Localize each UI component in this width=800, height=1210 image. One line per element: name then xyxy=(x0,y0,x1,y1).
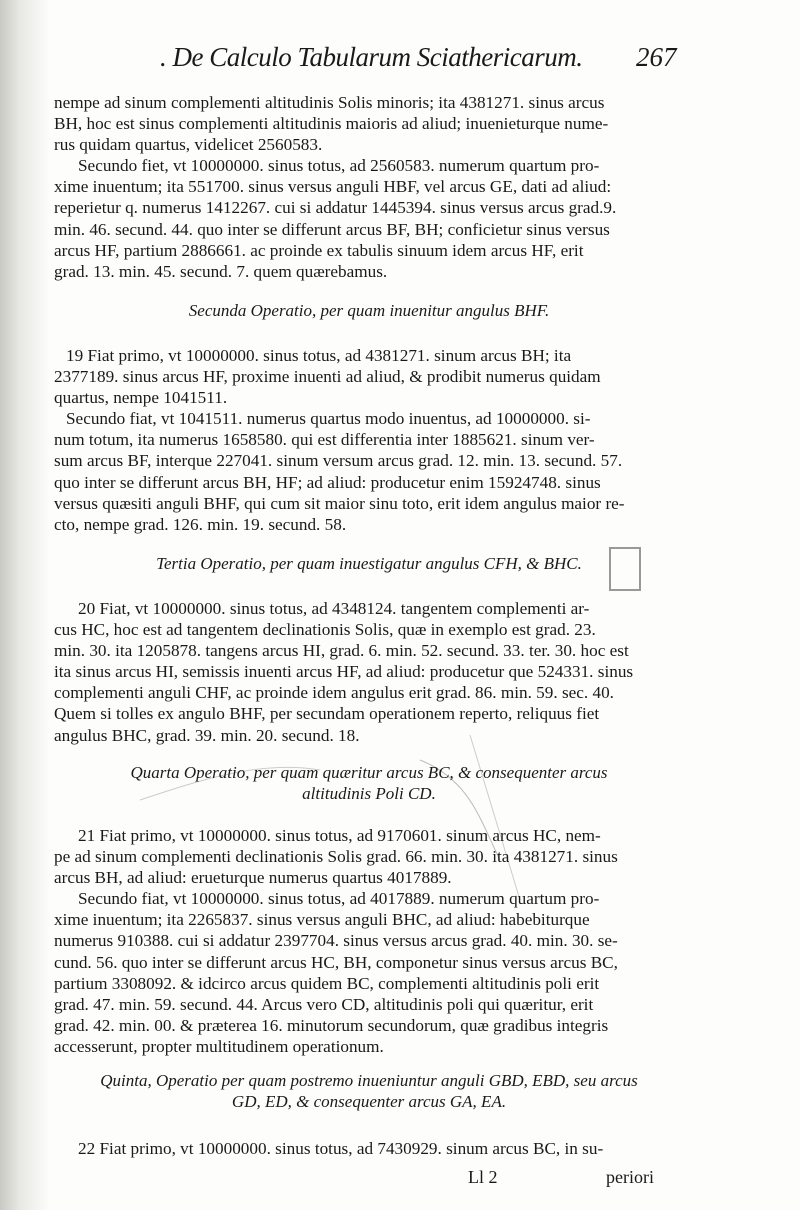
heading-line: altitudinis Poli CD. xyxy=(302,784,436,803)
text-line: angulus BHC, grad. 39. min. 20. secund. 18. xyxy=(54,725,360,745)
text-line: versus quæsiti anguli BHF, qui cum sit maior sinu toto, erit idem angulus maior re- xyxy=(54,493,625,513)
paragraph-20 xyxy=(54,598,684,746)
text-line: sum arcus BF, interque 227041. sinum versum arcus grad. 12. min. 13. secund. 57. xyxy=(54,451,623,471)
text-line: num totum, ita numerus 1658580. qui est differentia inter 1885621. sinum ver- xyxy=(54,430,595,450)
text-line: rus quidam quartus, videlicet 2560583. xyxy=(54,135,323,155)
text-line: xime inuentum; ita 2265837. sinus versus anguli BHC, ad aliud: habebiturque xyxy=(54,910,590,930)
text-line: Secundo fiat, vt 1041511. numerus quartus modo inuentus, ad 10000000. si- xyxy=(66,409,591,429)
paragraph-21 xyxy=(54,825,684,1057)
signature-mark: Ll 2 xyxy=(468,1167,498,1187)
text-line: grad. 42. min. 00. & præterea 16. minutorum secundorum, quæ gradibus integris xyxy=(54,1015,609,1035)
paragraph-22 xyxy=(54,1138,684,1159)
text-line: min. 46. secund. 44. quo inter se differunt arcus BF, BH; conficietur sinus versus xyxy=(54,219,610,239)
text-line: cto, nempe grad. 126. min. 19. secund. 58. xyxy=(54,514,347,534)
text-line: quo inter se differunt arcus BH, HF; ad aliud: producetur enim 15924748. sinus xyxy=(54,472,601,492)
text-line: 2377189. sinus arcus HF, proxime inuenti ad aliud, & prodibit numerus quidam xyxy=(54,367,601,387)
heading-line: Quarta Operatio, per quam quæritur arcus BC, & consequenter arcus xyxy=(130,763,608,782)
text-line: Secundo fiat, vt 10000000. sinus totus, ad 4017889. numerum quartum pro- xyxy=(78,889,600,909)
text-line: reperietur q. numerus 1412267. cui si addatur 1445394. sinus versus arcus grad.9. xyxy=(54,198,617,218)
text-line: 19 Fiat primo, vt 10000000. sinus totus, ad 4381271. sinum arcus BH; ita xyxy=(66,346,572,365)
text-line: arcus BH, ad aliud: erueturque numerus quartus 4017889. xyxy=(54,868,452,888)
text-line: Secundo fiet, vt 10000000. sinus totus, ad 2560583. numerum quartum pro- xyxy=(78,156,600,176)
text-line: pe ad sinum complementi declinationis Solis grad. 66. min. 30. ita 4381271. sinus xyxy=(54,847,618,867)
text-line: 22 Fiat primo, vt 10000000. sinus totus, ad 7430929. sinum arcus BC, in su- xyxy=(78,1139,604,1158)
heading-line: Secunda Operatio, per quam inuenitur angulus BHF. xyxy=(188,301,550,320)
text-line: nempe ad sinum complementi altitudinis Solis minoris; ita 4381271. sinus arcus xyxy=(54,93,605,112)
text-line: quartus, nempe 1041511. xyxy=(54,388,228,408)
text-line: arcus HF, partium 2886661. ac proinde ex tabulis sinuum idem arcus HF, erit xyxy=(54,240,584,260)
text-line: BH, hoc est sinus complementi altitudinis maioris ad aliud; inuenieturque nume- xyxy=(54,114,609,134)
text-line: numerus 910388. cui si addatur 2397704. sinus versus arcus grad. 40. min. 30. se- xyxy=(54,931,618,951)
section-heading-secunda xyxy=(54,300,684,321)
heading-line: GD, ED, & consequenter arcus GA, EA. xyxy=(231,1092,507,1111)
paragraph-1 xyxy=(54,92,684,282)
heading-line: Tertia Operatio, per quam inuestigatur angulus CFH, & BHC. xyxy=(156,554,582,573)
text-line: partium 3308092. & idcirco arcus quidem BC, complementi altitudinis poli erit xyxy=(54,973,600,993)
text-line: 21 Fiat primo, vt 10000000. sinus totus, ad 9170601. sinum arcus HC, nem- xyxy=(78,826,601,845)
text-line: ita sinus arcus HI, semissis inuenti arcus HF, ad aliud: producetur que 524331. sinus xyxy=(54,662,634,682)
heading-line: Quinta, Operatio per quam postremo inueniuntur anguli GBD, EBD, seu arcus xyxy=(100,1071,638,1090)
running-title: . De Calculo Tabularum Sciathericarum. xyxy=(160,42,583,72)
text-line: min. 30. ita 1205878. tangens arcus HI, grad. 6. min. 52. secund. 33. ter. 30. hoc est xyxy=(54,641,629,661)
section-heading-tertia xyxy=(54,553,684,574)
text-line: complementi anguli CHF, ac proinde idem angulus erit grad. 86. min. 59. sec. 40. xyxy=(54,683,614,703)
paragraph-19 xyxy=(54,345,684,535)
text-line: cus HC, hoc est ad tangentem declinationis Solis, quæ in exemplo est grad. 23. xyxy=(54,620,596,640)
text-line: Quem si tolles ex angulo BHF, per secundam operationem reperto, reliquus fiet xyxy=(54,704,600,724)
section-heading-quarta xyxy=(54,762,684,804)
text-line: accesserunt, propter multitudinem operationum. xyxy=(54,1036,384,1056)
text-line: grad. 13. min. 45. secund. 7. quem quærebamus. xyxy=(54,261,388,281)
text-line: xime inuentum; ita 551700. sinus versus anguli HBF, vel arcus GE, dati ad aliud: xyxy=(54,177,612,197)
catchword: periori xyxy=(606,1167,654,1187)
page-number: 267 xyxy=(636,42,677,72)
text-line: grad. 47. min. 59. secund. 44. Arcus vero CD, altitudinis poli qui quæritur, erit xyxy=(54,994,594,1014)
text-line: 20 Fiat, vt 10000000. sinus totus, ad 4348124. tangentem complementi ar- xyxy=(78,599,590,618)
section-heading-quinta xyxy=(54,1070,684,1112)
text-line: cund. 56. quo inter se differunt arcus HC, BH, componetur sinus versus arcus BC, xyxy=(54,952,618,972)
page-gutter-shadow xyxy=(0,0,50,1210)
